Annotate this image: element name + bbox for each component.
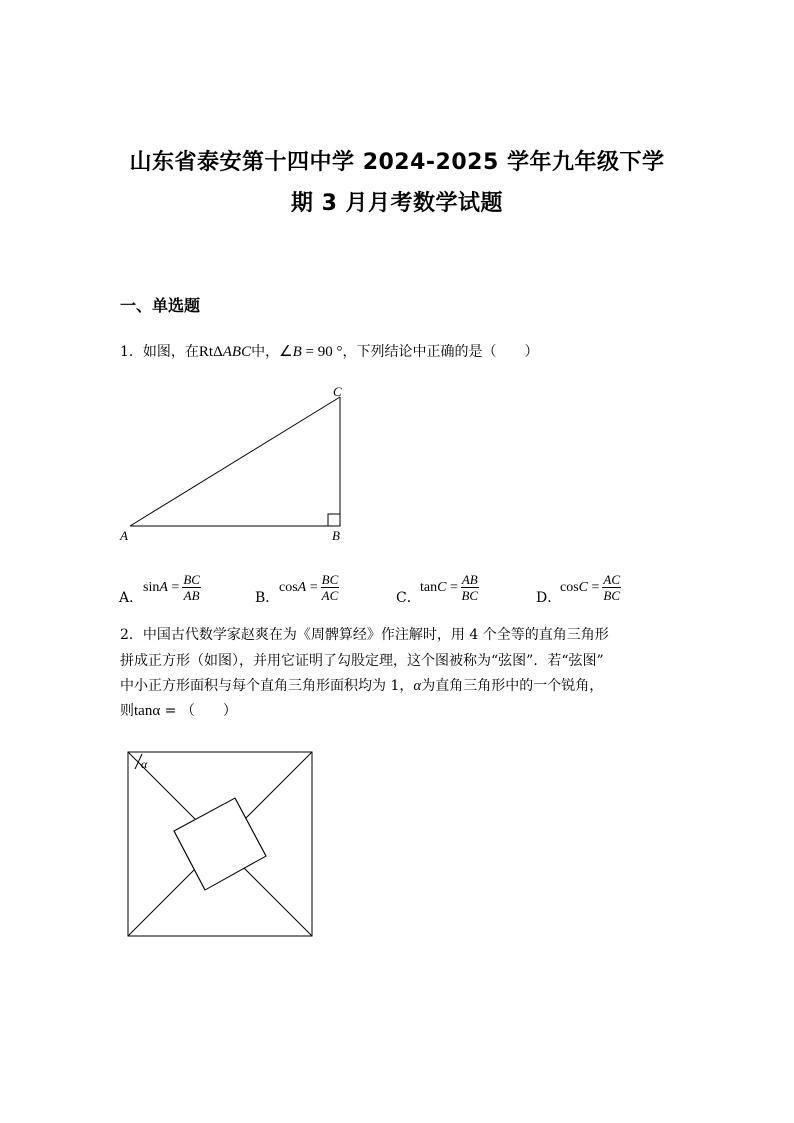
alpha-label: α (141, 757, 148, 771)
vertex-label-a: A (120, 528, 128, 543)
question-2-line-1: 2．中国古代数学家赵爽在为《周髀算经》作注解时，用 4 个全等的直角三角形 (120, 627, 609, 643)
section-heading: 一、单选题 (120, 296, 201, 315)
question-1-text: 1．如图，在RtΔABC中，∠B = 90 °，下列结论中正确的是（ ） (120, 344, 539, 360)
vertex-label-b: B (332, 528, 340, 543)
vertex-label-c: C (333, 384, 342, 399)
title-line-1: 山东省泰安第十四中学 2024-2025 学年九年级下学 (129, 150, 665, 175)
zhao-shuang-string-figure (120, 745, 320, 945)
question-2-line-3: 中小正方形面积与每个直角三角形面积均为 1，α为直角三角形中的一个锐角， (120, 678, 604, 694)
triangle-figure (112, 380, 362, 550)
title-line-2: 期 3 月月考数学试题 (290, 191, 504, 216)
question-2-line-2: 拼成正方形（如图），并用它证明了勾股定理，这个图被称为“弦图”．若“弦图” (120, 653, 604, 669)
question-2-line-4: 则tanα = （ ） (120, 703, 237, 719)
